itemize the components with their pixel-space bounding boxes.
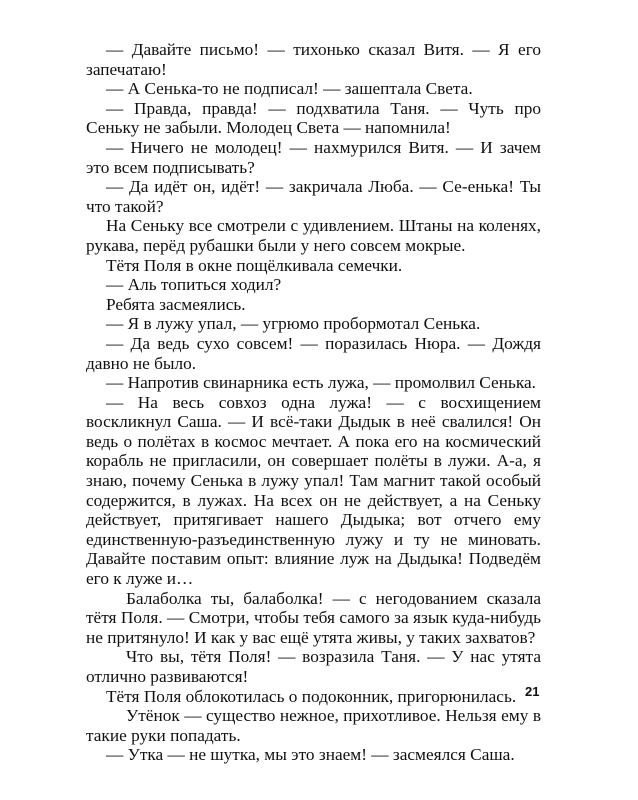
paragraph: — Правда, правда! — подхватила Таня. — Чуть про Сеньку не забыли. Молодец Света — напомнила! <box>86 98 541 138</box>
paragraph: — Я в лужу упал, — угрюмо пробормотал Сенька. <box>106 314 481 334</box>
paragraph: — Да ведь сухо совсем! — поразилась Нюра. — Дождя давно не было. <box>86 333 541 373</box>
paragraph: Ребята засмеялись. <box>106 294 246 314</box>
paragraph: Балаболка ты, балаболка! — с негодованием сказала тётя Поля. — Смотри, чтобы тебя самого за язык куда-нибудь не притянуло! И как у вас ещё утята живы, у таких захватов? <box>86 588 541 647</box>
paragraph: — Давайте письмо! — тихонько сказал Витя. — Я его запечатаю! <box>86 40 541 79</box>
paragraph: — Утка — не шутка, мы это знаем! — засмеялся Саша. <box>106 745 515 765</box>
paragraph: — Напротив свинарника есть лужа, — промолвил Сенька. <box>106 373 536 393</box>
paragraph: Тётя Поля в окне пощёлкивала семечки. <box>106 255 403 275</box>
paragraph: — Аль топиться ходил? <box>106 275 282 295</box>
paragraph: — На весь совхоз одна лужа! — с восхищением воскликнул Саша. — И всё-таки Дыдык в неё свалился! Он ведь о полётах в космос мечтает. А пока его на космический корабль не пригласили, он совершает полёты в лужи. А-а, я знаю, почему Сенька в лужу упал! Там магнит такой особый содержится, в лужах. На всех он не действует, а на Сеньку действует, притягивает нашего Дыдыка; вот отчего ему единственную-разъединственную лужу и ту не миновать. Давайте поставим опыт: влияние луж на Дыдыка! Подведём его к луже и… <box>86 392 541 589</box>
paragraph: — Да идёт он, идёт! — закричала Люба. — Се-енька! Ты что такой? <box>86 177 541 216</box>
paragraph: Тётя Поля облокотилась о подоконник, пригорюнилась. <box>106 686 517 706</box>
page-number: 21 <box>525 684 540 699</box>
paragraph: — А Сенька-то не подписал! — зашептала Света. <box>106 79 473 99</box>
paragraph: — Ничего не молодец! — нахмурился Витя. — И зачем это всем подписывать? <box>86 137 541 177</box>
paragraph: Что вы, тётя Поля! — возразила Таня. — У нас утята отлично развиваются! <box>86 647 541 686</box>
paragraph: На Сеньку все смотрели с удивлением. Штаны на коленях, рукава, перёд рубашки были у него совсем мокрые. <box>86 216 541 255</box>
book-page-text <box>86 40 541 765</box>
paragraph: Утёнок — существо нежное, прихотливое. Нельзя ему в такие руки попадать. <box>86 706 541 745</box>
